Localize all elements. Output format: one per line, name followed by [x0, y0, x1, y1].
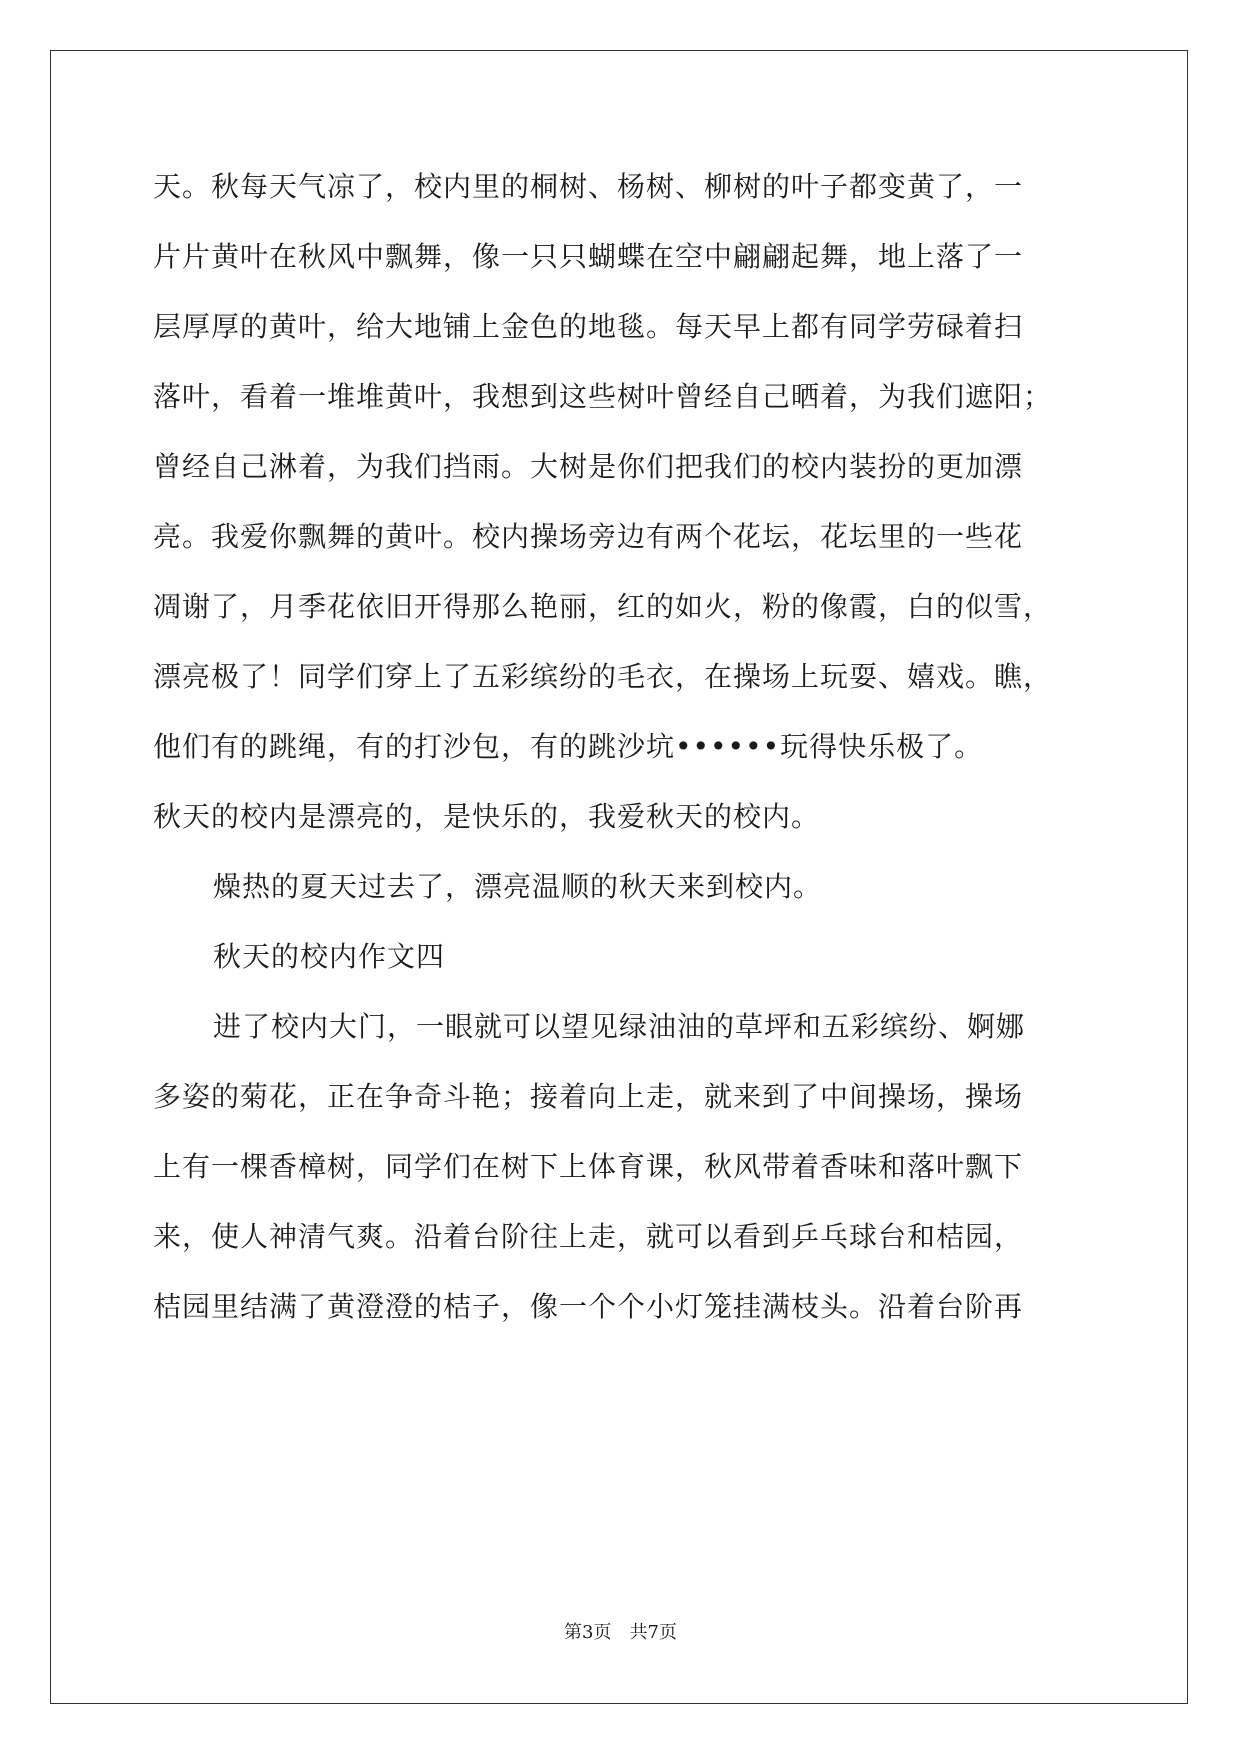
- page-footer: [0, 1618, 1241, 1644]
- text-line: 秋天的校内是漂亮的，是快乐的，我爱秋天的校内。: [153, 800, 821, 833]
- text-line: 来，使人神清气爽。沿着台阶往上走，就可以看到乒乓球台和桔园，: [153, 1220, 1024, 1253]
- document-body: [153, 152, 1093, 1342]
- text-line: 上有一棵香樟树，同学们在树下上体育课，秋风带着香味和落叶飘下: [153, 1150, 1024, 1183]
- text-line: 他们有的跳绳，有的打沙包，有的跳沙坑••••••玩得快乐极了。: [153, 730, 984, 763]
- text-line: 落叶，看着一堆堆黄叶，我想到这些树叶曾经自己晒着，为我们遮阳；: [153, 380, 1053, 413]
- text-line: 曾经自己淋着，为我们挡雨。大树是你们把我们的校内装扮的更加漂: [153, 450, 1024, 483]
- text-line: 层厚厚的黄叶，给大地铺上金色的地毯。每天早上都有同学劳碌着扫: [153, 310, 1024, 343]
- text-line: 进了校内大门，一眼就可以望见绿油油的草坪和五彩缤纷、婀娜: [213, 1010, 1026, 1043]
- text-line: 天。秋每天气凉了，校内里的桐树、杨树、柳树的叶子都变黄了，一: [153, 170, 1024, 203]
- page-total: 共7页: [629, 1622, 677, 1643]
- text-line: 多姿的菊花，正在争奇斗艳；接着向上走，就来到了中间操场，操场: [153, 1080, 1024, 1113]
- text-line: 燥热的夏天过去了，漂亮温顺的秋天来到校内。: [213, 870, 823, 903]
- text-line: 片片黄叶在秋风中飘舞，像一只只蝴蝶在空中翩翩起舞，地上落了一: [153, 240, 1024, 273]
- text-line: 漂亮极了！同学们穿上了五彩缤纷的毛衣，在操场上玩耍、嬉戏。瞧，: [153, 660, 1053, 693]
- text-line: 秋天的校内作文四: [213, 940, 446, 973]
- text-line: 凋谢了，月季花依旧开得那么艳丽，红的如火，粉的像霞，白的似雪，: [153, 590, 1053, 623]
- text-line: 桔园里结满了黄澄澄的桔子，像一个个小灯笼挂满枝头。沿着台阶再: [153, 1290, 1024, 1323]
- text-line: 亮。我爱你飘舞的黄叶。校内操场旁边有两个花坛，花坛里的一些花: [153, 520, 1024, 553]
- page-number: 第3页: [564, 1622, 612, 1643]
